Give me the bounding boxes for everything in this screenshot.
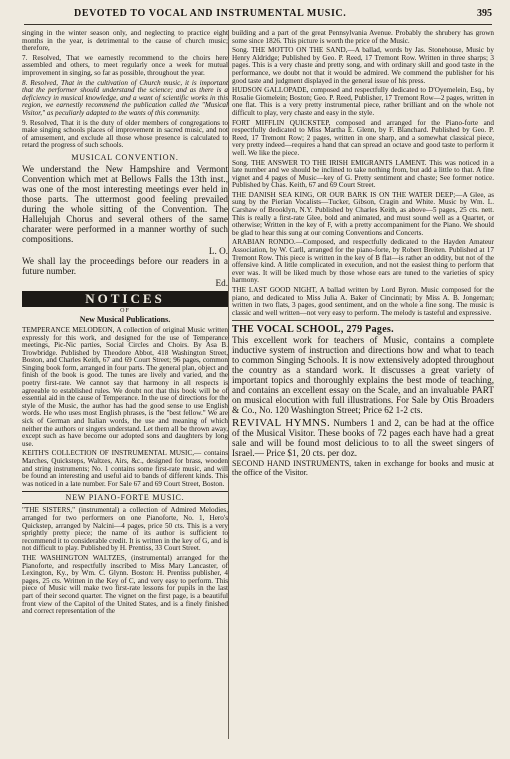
convention-signature-1: L. O. [208,245,228,256]
right-column [232,30,494,741]
vocal-school-title: THE VOCAL SCHOOL, 279 Pages. [232,324,394,336]
revival-title: REVIVAL HYMNS. [232,417,331,430]
notices-banner: NOTICES [22,291,228,307]
resolution-7: 7. Resolved, That we earnestly recommend to the choirs here assembled and others, to meet regularly once a week for mutual improvement in singing, so far as possible, throughout the year. [22,53,228,77]
right-continuation: building and a part of the great Pennsylvania Avenue. Probably the shrubery has grown some since 1826. This picture is worth the price of the Music. [232,30,494,45]
column-rule [228,30,229,739]
page-number: 395 [477,8,492,19]
notices-of: OF [120,307,130,314]
convention-heading: MUSICAL CONVENTION. [71,152,179,162]
convention-signature-row [22,278,228,288]
divider [232,320,494,321]
song-arabian-rondo: ARABIAN RONDO.—Composed, and respectfully dedicated to the Hayden Amateur Association, by W. Carll, arranged for the piano-forte, by Robert Breiten. Published at 17 Tremont Row. This piece is written in the key of B flat—is rather an oddity, but not of the offensive kind. A little complicated in execution, and not the easiest thing to perform that ever was. It will be liked much by those whose ears are tuned to the varieties of spicy harmony. [232,238,494,285]
song-danish-sea-king: THE DANISH SEA KING, OR OUR BARK IS ON THE WATER DEEP;—A Glee, as sung by the Pierian Vocalists—Tucker, Gibson, Cragin and White. Music by Wm. L. Carshaw of Brooklyn, N.Y. Published by Charles Keith, as above—5 pages, 25 cts. nett. This is really a first-rate Glee, bold and animated, and must sound well as a Quartet, or otherwise; Written in the key of F, with a pretty accompaniment for the Piano. We should be glad to hear this sung at our coming Conventions and Concerts. [232,190,494,237]
convention-paragraph: We shall lay the proceedings before our readers in a future number. [22,255,228,276]
running-title: DEVOTED TO VOCAL AND INSTRUMENTAL MUSIC. [74,8,347,19]
convention-signature-row [22,246,228,256]
notice-keiths-collection: KEITH'S COLLECTION OF INSTRUMENTAL MUSIC,— contains Marches, Quicksteps, Waltzes, Airs, &c., designed for brass, wooden and string instruments; No. 1 contains some first-rate music, and will be found an interesting and useful aid to bands of different kinds. This was noticed in a late number. For Sale 67 and 69 Court Street, Boston. [22,449,228,488]
revival-text: Numbers 1 and 2, can be had at the office of the Musical Visitor. These books of 72 pages each have had a great sale and will be found most delicious to to all the sweet singers of Israel.— Price $1, 20 cts. per doz. [232,418,494,459]
convention-signature-2: Ed. [215,277,228,288]
piano-item-sisters: "THE SISTERS," (instrumental) a collection of Admired Melodies, arranged for two performers on one Pianoforte, No. 1, Hero's Quickstep, arranged by Nalcini—4 pages, price 50 cts. This is a very sprightly pretty piece; the name of its author is sufficient to recommend it to considerable credit. It is written in the key of G, and is not difficult to play. Published by H. Prentiss, 33 Court Street. [22,506,228,553]
song-last-good-night: THE LAST GOOD NIGHT, A ballad written by Lord Byron. Music composed for the piano, and dedicated to Miss Julia A. Baker of Cincinnati; by Miss A. B. Jongeman; written in two flats, 3 pages, good sentiment, and on the whole a fine song. The music is classic and well written—not very easy to perform. The melody is tasteful and expressive. [232,286,494,317]
left-column [22,30,228,741]
resolution-continued: singing in the winter season only, and neglecting to practice eight months in the year, is detrimental to the cause of church music; therefore, [22,30,228,53]
resolution-9: 9. Resolved, That it is the duty of older members of congregations to make singing schools places of improvement in sacred music, and not of amusement, and exclude all those whose presence is calculated to retard the progress of such schools. [22,118,228,150]
notice-temperance-melodeon: TEMPERANCE MELODEON, A collection of original Music written expressly for this work, and designed for the use of Temperance meetings, Pic-Nic parties, Social Circles and Choirs. By Asa B. Trowbridge. Published by Theodore Abbot, 418 Washington Street, Boston, and Charles Keith, 67 and 69 Court Street; 96 pages, common Singing book form, arranged in four parts. The general plan, object and finish of the book is good. The tunes are lively and varied, and the poetry first-rate. We cannot say that harmony in all respects is agreeable to established rules. We doubt not that this book will be of essential aid in the cause of Temperance. In the use of directions for the style of the Music, the author has had the good sense to use English words. He who uses most English phrases, is the "best fellow." We are sick of German and Italian words, the use and meaning of which neither the authors or singers understand. Let them all be thrown away, except such as have become our adopted sons and daughters by long use. [22,325,228,448]
piano-heading-box [22,491,228,504]
notices-subtitle: New Musical Publications. [79,314,171,324]
second-hand-instruments: SECOND HAND INSTRUMENTS, taken in exchange for books and music at the office of the Visitor. [232,459,494,477]
revival-hymns [232,418,494,458]
convention-paragraph: We understand the New Hampshire and Vermont Convention which met at Bellows Falls the 13th inst., was one of the most interesting meetings ever held in those parts. The uttermost good feeling prevailed during the whole sitting of the Convention. The Hallelujah Chorus and several others of the same charater were performed in a manner worthy of such compositions. [22,163,228,244]
song-hudson-gallopade: HUDSON GALLOPADE, composed and respectfully dedicated to D'Oyemelein, Esq., by Rosalie Giomelein; Boston; Geo. P. Reed, Publisher, 17 Tremont Row—2 pages, written in one flat. This is a very pretty instrumental piece, rather brilliant and on the whole not difficult to play, very chaste and easy in the style. [232,86,494,117]
song-irish-emigrant: Song. THE ANSWER TO THE IRISH EMIGRANTS LAMENT. This was noticed in a late number and we should be inclined to take nothing from, but add a little to that. A fine vignet and 4 pages of Music—key of G. Pretty sentiment and chaste; See former notice. Published by Chas. Keith, 67 and 69 Court Street. [232,158,494,190]
vocal-school-text: This excellent work for teachers of Music, contains a complete inductive system of instruction and directions how and what to teach to common Singing Schools. It is now extensively adopted throughout the country as a standard work. It discusses a great variety of important topics and thoroughly explains the best mode of teaching, and contains an excellent essay on the Scale, and an invaluable PART on musical elocution with full illustrations. For Sale by Otis Broaders & Co., No. 120 Washington Street; Price 62 1-2 cts. [232,335,494,416]
piano-item-washington-waltzes: THE WASHINGTON WALTZES, (instrumental) arranged for the Pianoforte, and respectfully inscribed to Miss Mary Lancaster, of Lexington, Ky., by Wm. C. Glynn. Boston: H. Prentiss publisher, 4 pages, 25 cts. Written in the Key of C, and very easy to perform. This piece of Music will make two first-rate lessons for pupils in the last part of their second quarter. The vignet on the first page, is a beautiful front view of the Capitol of the United States, and is a finely finished and correct representation of the [22,553,228,616]
page-header [24,8,492,25]
piano-heading: NEW PIANO-FORTE MUSIC. [65,493,185,503]
song-motto-on-sand: Song. THE MOTTO ON THE SAND,—A ballad, words by Jas. Stonehouse, Music by Henry Aldridge; Published by Geo. P. Reed, 17 Tremont Row. Written in three sharps; 3 pages. This is a very chaste and pretty song, and with ordinary skill and good taste in the performance, we doubt not that it would be admired. We commend the publisher for his good taste and judgment displayed in the general issue of his press. [232,46,494,85]
song-fort-mifflin: FORT MIFFLIN QUICKSTEP, composed and arranged for the Piano-forte and respectfully dedicated to Miss Martha E. Glenn, by F. Blanchard. Published by Geo. P. Reed, 17 Tremont Row; 2 pages, written in one sharp, and a somewhat classical piece, very pretty indeed—requires a hand that can spread an octave and good taste to perform it well. We like the piece. [232,118,494,157]
resolution-8: 8. Resolved, That in the cultivation of Church music, it is important that the performer should understand the science; and as there is a deficiency in musical knowledge, and a want of scientific works in this region, we earnestly recommend the publication called the "Musical Visitor," as peculiarly adapted to the wants of this community. [22,78,228,117]
